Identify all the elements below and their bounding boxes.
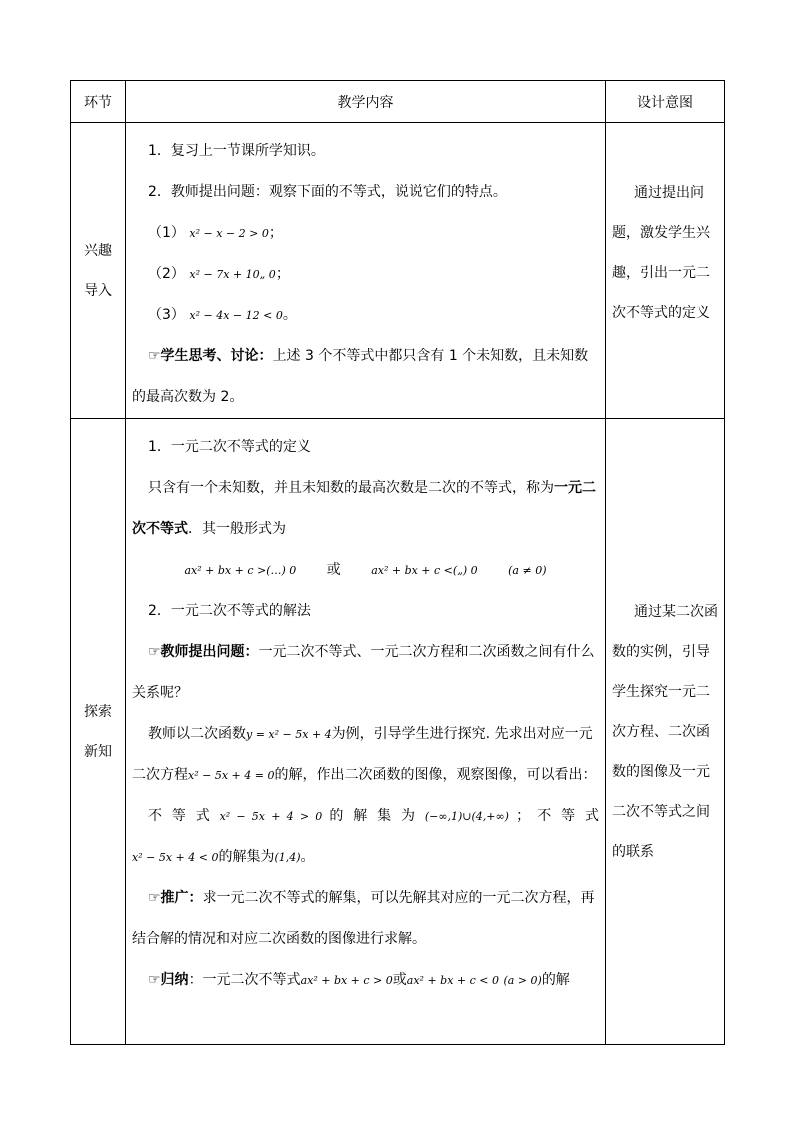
table-row-interest	[71, 123, 725, 419]
paragraph	[132, 336, 599, 418]
content-cell	[126, 419, 606, 1045]
term-label: 一元二次不等式	[132, 480, 596, 537]
math-expression: (−∞,1)∪(4,+∞)	[424, 810, 509, 823]
paragraph-text: ：一元二次不等式	[188, 972, 301, 988]
paragraph-text: 只含有一个未知数，并且未知数的最高次数是二次的不等式，称为	[148, 480, 554, 496]
paragraph	[132, 960, 599, 1001]
paragraph	[132, 837, 599, 878]
math-expression: (a > 0)	[503, 974, 542, 987]
math-expression: ax² + bx + c >(…) 0	[184, 564, 297, 577]
punctuation: 。	[282, 307, 297, 323]
math-expression: y = x² − 5x + 4	[246, 728, 332, 741]
stage-label: 探索	[84, 703, 112, 720]
paragraph-text: 上述 3 个不等式中都只含有 1 个未知数，且未知数的最高次数为 2。	[132, 348, 589, 405]
paragraph	[132, 796, 599, 837]
intent-cell	[606, 419, 725, 1045]
intent-text: 通过某二次函数的实例，引导学生探究一元二次方程、二次函数的图像及一元二次不等式之间的联系	[612, 603, 718, 860]
header-stage: 环节	[71, 81, 126, 123]
item-label: （1）	[148, 225, 185, 241]
inequality-item	[132, 295, 599, 336]
paragraph-text: 一元二次不等式、一元二次方程和二次函数之间有什么关系呢？	[132, 644, 595, 701]
math-expression: x² − 5x + 4 < 0	[132, 851, 219, 864]
punctuation: ；	[275, 266, 290, 282]
lesson-plan-table	[70, 80, 725, 1045]
paragraph-text: 的解集为	[218, 849, 275, 865]
math-expression: x² − 4x − 12 < 0	[189, 309, 283, 322]
punctuation: 。	[300, 849, 315, 865]
general-form	[132, 550, 599, 591]
stage-label: 兴趣	[84, 242, 112, 259]
math-expression: (1,4)	[274, 851, 301, 864]
math-expression: x² − 5x + 4 = 0	[188, 769, 275, 782]
paragraph	[132, 714, 599, 796]
paragraph-text: 的 解 集 为	[329, 808, 418, 824]
content-cell	[126, 123, 606, 419]
paragraph	[132, 468, 599, 550]
math-expression: x² − 5x + 4 > 0	[219, 810, 323, 823]
paragraph-text: 教师以二次函数	[148, 726, 246, 742]
paragraph: 1．复习上一节课所学知识。	[148, 143, 325, 159]
hint-label: ☞推广：	[148, 890, 203, 906]
math-expression: ax² + bx + c < 0	[406, 974, 499, 987]
punctuation: ；	[268, 225, 283, 241]
table-row-explore	[71, 419, 725, 1045]
table-header-row	[71, 81, 725, 123]
paragraph-text: 的解	[541, 972, 570, 988]
paragraph-text: 求一元二次不等式的解集，可以先解其对应的一元二次方程，再结合解的情况和对应二次函数的图像进行求解。	[132, 890, 595, 947]
paragraph	[132, 632, 599, 714]
math-expression: (a ≠ 0)	[508, 564, 547, 577]
hint-label: ☞学生思考、讨论：	[148, 348, 273, 364]
stage-cell	[71, 123, 126, 419]
paragraph-text: 或	[392, 972, 407, 988]
math-expression: x² − x − 2 > 0	[189, 227, 269, 240]
inequality-item	[132, 213, 599, 254]
paragraph-text: 不 等 式	[148, 808, 213, 824]
paragraph: 2．一元二次不等式的解法	[148, 603, 311, 619]
paragraph-text: 的解，作出二次函数的图像，观察图像，可以看出：	[274, 767, 597, 783]
header-content: 教学内容	[126, 81, 606, 123]
hint-label: ☞归纳	[148, 972, 189, 988]
stage-label: 导入	[84, 282, 112, 299]
math-expression: ax² + bx + c > 0	[300, 974, 393, 987]
math-expression: ax² + bx + c <(„) 0	[371, 564, 478, 577]
intent-text: 通过提出问题，激发学生兴趣，引出一元二次不等式的定义	[612, 185, 710, 321]
intent-cell	[606, 123, 725, 419]
item-label: （2）	[148, 266, 185, 282]
paragraph: 2．教师提出问题：观察下面的不等式，说说它们的特点。	[148, 184, 507, 200]
stage-label: 新知	[84, 743, 112, 760]
header-intent: 设计意图	[606, 81, 725, 123]
stage-cell	[71, 419, 126, 1045]
paragraph-text: ； 不 等 式	[516, 808, 600, 824]
paragraph-text: ．其一般形式为	[188, 521, 286, 537]
item-label: （3）	[148, 307, 185, 323]
paragraph-text: 为例，引导学生进行探究. 先求出对应一元二次方程	[132, 726, 593, 783]
paragraph	[132, 878, 599, 960]
inequality-item	[132, 254, 599, 295]
math-expression: x² − 7x + 10„ 0	[189, 268, 276, 281]
connector-text: 或	[326, 562, 341, 578]
paragraph: 1．一元二次不等式的定义	[148, 439, 311, 455]
hint-label: ☞教师提出问题：	[148, 644, 259, 660]
